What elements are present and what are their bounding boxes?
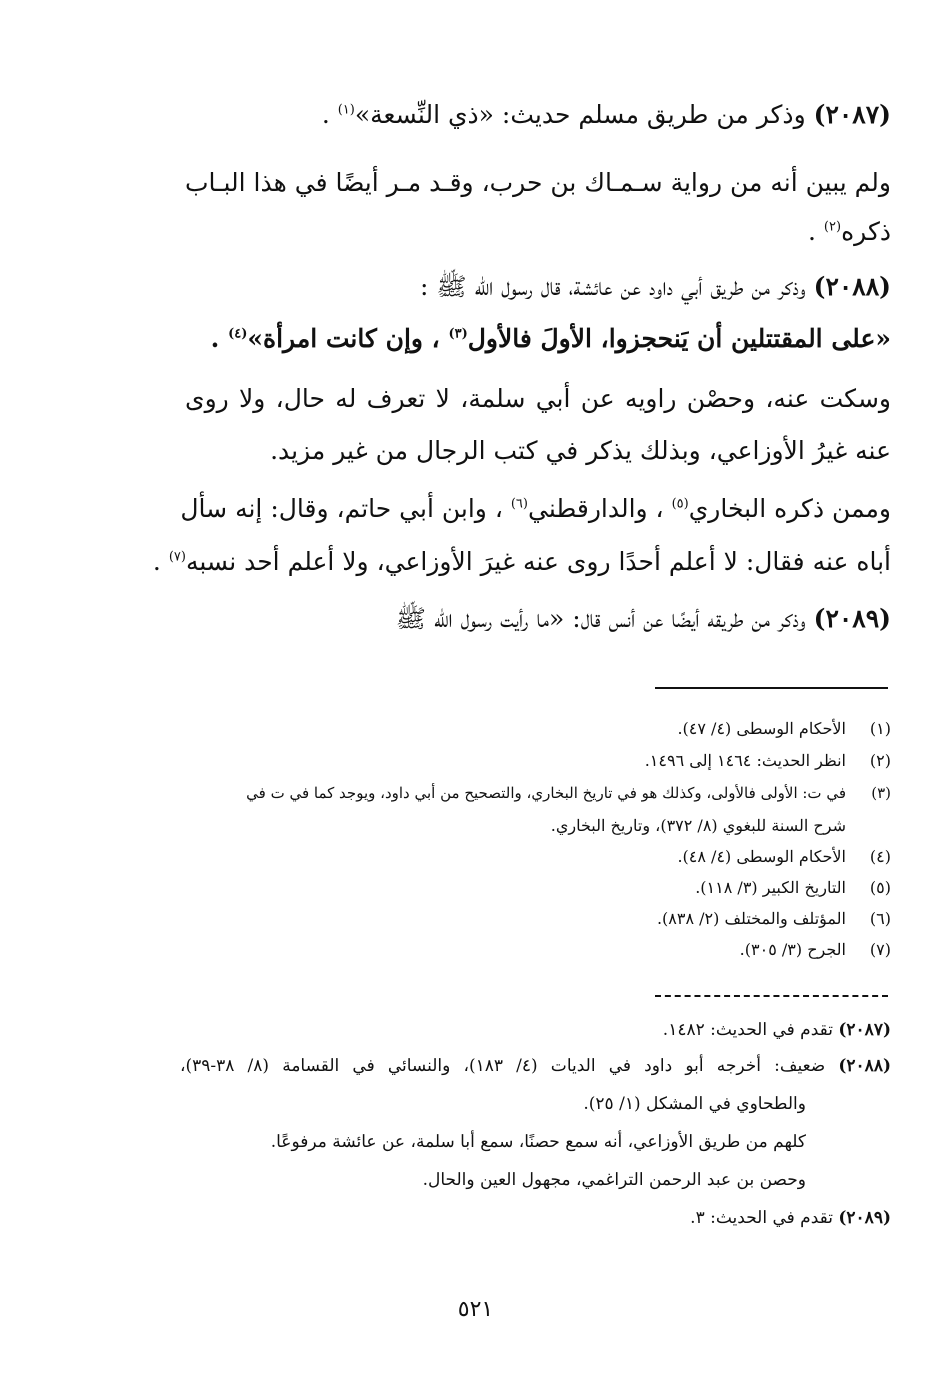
note-continuation: والطحاوي في المشكل (١/ ٢٥). <box>583 1094 806 1114</box>
footnote-text: في ت: الأولى فالأولى، وكذلك هو في تاريخ البخاري، والتصحيح من أبي داود، ويوجد كما في ت في <box>246 784 846 802</box>
footnote-separator <box>655 687 888 689</box>
paragraph-text: وممن ذكره البخاري <box>688 494 891 523</box>
paragraph-line <box>808 213 891 251</box>
notes-separator <box>655 995 888 997</box>
note-continuation: كلهم من طريق الأوزاعي، أنه سمع حصنًا، سمع أبا سلمة، عن عائشة مرفوعًا. <box>270 1132 806 1152</box>
footnote <box>695 877 891 899</box>
paragraph-text: ، والدارقطني <box>527 494 672 523</box>
footnote-number: (٢) <box>869 751 891 770</box>
footnote-text: المؤتلف والمختلف (٢/ ٨٣٨). <box>656 909 846 928</box>
hadith-2087-line <box>322 96 891 134</box>
hadith-quote-line <box>211 320 891 358</box>
footnote <box>657 908 891 930</box>
paragraph-text: ، وابن أبي حاتم، وقال: إنه سأل <box>180 494 511 523</box>
footnote <box>677 846 891 868</box>
hadith-text: وذكر من طريق مسلم حديث: «ذي النِّسعة» <box>354 100 806 129</box>
hadith-2088-line <box>420 268 891 306</box>
footnote-ref: (٥) <box>671 496 689 512</box>
footnote-number: (١) <box>869 719 891 738</box>
footnote-ref: (٣) <box>448 326 468 342</box>
note <box>180 1054 891 1078</box>
punctuation: . <box>152 547 169 576</box>
footnote-text: انظر الحديث: ١٤٦٤ إلى ١٤٩٦. <box>644 751 846 770</box>
note-continuation: وحصن بن عبد الرحمن التراغمي، مجهول العين والحال. <box>422 1170 806 1190</box>
page-number: ٥٢١ <box>457 1297 494 1322</box>
footnote-text: الأحكام الوسطى (٤/ ٤٨). <box>677 847 846 866</box>
hadith-number: (٢٠٨٧) <box>813 100 891 129</box>
punctuation: . <box>808 217 824 246</box>
note-number: (٢٠٨٨) <box>838 1056 891 1076</box>
footnote-ref: (١) <box>337 102 355 118</box>
paragraph-line: وسكت عنه، وحصْن راويه عن أبي سلمة، لا تعرف له حال، ولا روى <box>185 384 891 413</box>
paragraph-text: أباه عنه فقال: لا أعلم أحدًا روى عنه غيرَ الأوزاعي، ولا أعلم أحد نسبه <box>185 547 891 576</box>
punctuation: . <box>321 100 338 129</box>
paragraph-line: ولم يبين أنه من رواية سـمـاك بن حرب، وقـد مـر أيضًا في هذا البـاب <box>185 168 891 197</box>
footnote <box>677 718 891 740</box>
footnote-ref: (٧) <box>168 549 186 565</box>
footnote-text: الجرح (٣/ ٣٠٥). <box>739 940 846 959</box>
footnote <box>740 939 891 961</box>
note-number: (٢٠٨٩) <box>838 1208 891 1228</box>
note-text: تقدم في الحديث: ٣. <box>690 1208 833 1228</box>
note-number: (٢٠٨٧) <box>838 1020 891 1040</box>
hadith-number: (٢٠٨٩) <box>813 604 891 633</box>
footnote-number: (٤) <box>869 847 891 866</box>
footnote-ref: (٢) <box>823 219 842 235</box>
paragraph-line <box>153 543 891 581</box>
footnote <box>551 815 891 837</box>
footnote-number: (٧) <box>869 940 891 959</box>
hadith-2089-line <box>396 600 891 638</box>
footnote-text: شرح السنة للبغوي (٨/ ٣٧٢)، وتاريخ البخاري. <box>550 816 846 835</box>
paragraph-line: عنه غيرُ الأوزاعي، وبذلك يذكر في كتب الرجال من غير مزيد. <box>270 436 891 465</box>
note <box>690 1206 891 1230</box>
footnote-text: الأحكام الوسطى (٤/ ٤٧). <box>677 719 846 738</box>
footnote-number: (٥) <box>869 878 891 897</box>
punctuation: . <box>210 324 229 353</box>
footnote-number: (٦) <box>869 909 891 928</box>
hadith-text: وذكر من طريقه أيضًا عن أنس قال: «ما رأيت رسول الله ﷺ <box>395 604 806 633</box>
paragraph-line <box>180 490 891 528</box>
footnote-ref: (٦) <box>510 496 528 512</box>
note-text: ضعيف: أخرجه أبو داود في الديات (٤/ ١٨٣)، والنسائي في القسامة (٨/ ٣٨-٣٩)، <box>180 1056 826 1076</box>
footnote-ref: (٤) <box>228 326 248 342</box>
footnote-text: التاريخ الكبير (٣/ ١١٨). <box>695 878 846 897</box>
note-text: تقدم في الحديث: ١٤٨٢. <box>662 1020 833 1040</box>
hadith-text: وذكر من طريق أبي داود عن عائشة، قال رسول الله ﷺ : <box>420 272 806 301</box>
footnote-number: (٣) <box>871 784 891 802</box>
paragraph-text: ذكره <box>841 217 891 246</box>
hadith-quote: «على المقتتلين أن يَنحجزوا، الأولَ فالأول <box>467 324 891 353</box>
note <box>663 1018 891 1042</box>
footnote <box>246 782 891 804</box>
footnote <box>645 750 891 772</box>
hadith-number: (٢٠٨٨) <box>813 272 891 301</box>
hadith-quote: ، وإن كانت امرأة» <box>247 324 449 353</box>
